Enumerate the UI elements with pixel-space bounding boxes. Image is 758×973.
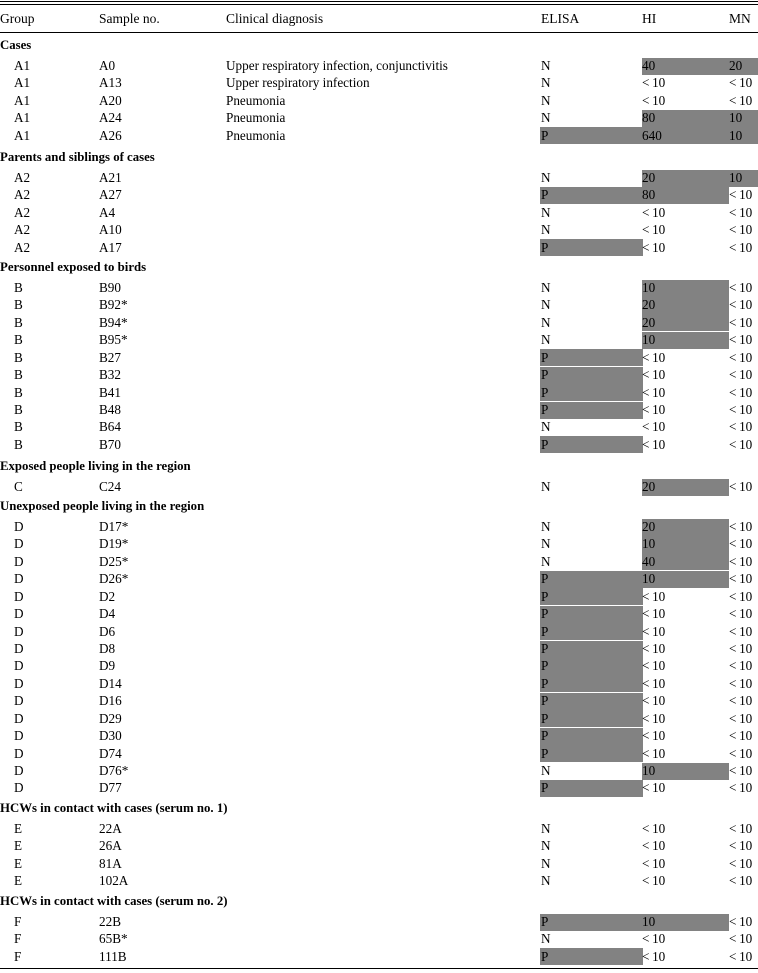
cell-sample: D4 (99, 606, 116, 622)
cell-sample: A17 (99, 239, 122, 255)
positive-highlight (540, 187, 643, 204)
header-hi: HI (642, 11, 657, 26)
cell-mn: < 10 (729, 728, 753, 744)
bottom-rule (0, 968, 758, 969)
cell-elisa: P (541, 914, 549, 929)
cell-group: B (14, 436, 23, 452)
cell-mn: < 10 (729, 349, 753, 365)
cell-sample: A13 (99, 75, 122, 91)
cell-elisa: N (541, 519, 551, 534)
cell-mn: < 10 (729, 693, 753, 709)
cell-elisa: P (541, 948, 549, 964)
cell-hi: 10 (642, 332, 656, 348)
cell-group: A1 (14, 75, 31, 91)
positive-highlight (540, 623, 643, 640)
cell-sample: D30 (99, 728, 122, 744)
cell-elisa: N (541, 204, 551, 220)
cell-sample: D76* (99, 763, 129, 779)
cell-hi: 20 (642, 519, 656, 534)
cell-group: A2 (14, 204, 31, 220)
cell-hi: < 10 (642, 92, 666, 108)
cell-diagnosis: Pneumonia (226, 110, 286, 126)
cell-hi: 10 (642, 280, 656, 295)
cell-mn: < 10 (729, 239, 753, 255)
cell-mn: < 10 (729, 821, 753, 836)
cell-hi: < 10 (642, 239, 666, 255)
cell-group: B (14, 419, 23, 435)
cell-sample: 102A (99, 873, 129, 889)
cell-elisa: N (541, 170, 551, 185)
cell-elisa: P (541, 367, 549, 383)
cell-mn: < 10 (729, 519, 753, 534)
cell-mn: < 10 (729, 436, 753, 452)
cell-hi: < 10 (642, 873, 666, 889)
positive-highlight (540, 127, 643, 144)
cell-sample: A27 (99, 187, 122, 203)
cell-sample: D16 (99, 693, 122, 709)
cell-hi: 20 (642, 479, 656, 494)
cell-sample: B95* (99, 332, 128, 348)
cell-sample: D26* (99, 571, 129, 587)
cell-group: A2 (14, 222, 31, 238)
cell-group: D (14, 536, 24, 552)
cell-elisa: N (541, 931, 551, 947)
cell-sample: D29 (99, 710, 122, 726)
cell-group: A1 (14, 110, 31, 126)
cell-hi: 40 (642, 553, 656, 569)
cell-sample: A0 (99, 58, 116, 73)
cell-sample: A21 (99, 170, 122, 185)
cell-hi: 10 (642, 571, 656, 587)
cell-hi: < 10 (642, 838, 666, 854)
cell-sample: B27 (99, 349, 121, 365)
cell-mn: < 10 (729, 297, 753, 313)
cell-elisa: N (541, 873, 551, 889)
cell-mn: < 10 (729, 402, 753, 417)
positive-highlight (540, 571, 643, 588)
cell-mn: < 10 (729, 914, 753, 929)
positive-highlight (540, 402, 643, 419)
cell-hi: < 10 (642, 948, 666, 964)
cell-elisa: P (541, 623, 549, 639)
cell-hi: < 10 (642, 821, 666, 836)
cell-hi: 640 (642, 127, 662, 143)
section-title: Personnel exposed to birds (0, 260, 147, 274)
cell-hi: 20 (642, 314, 656, 330)
positive-highlight (540, 384, 643, 401)
cell-group: A2 (14, 187, 31, 203)
header-mn: MN (729, 11, 751, 26)
cell-group: D (14, 780, 24, 796)
cell-elisa: N (541, 280, 551, 295)
cell-group: D (14, 588, 24, 604)
cell-hi: < 10 (642, 436, 666, 452)
cell-mn: < 10 (729, 873, 753, 889)
cell-hi: < 10 (642, 419, 666, 435)
cell-group: D (14, 710, 24, 726)
cell-sample: B94* (99, 314, 128, 330)
cell-sample: D6 (99, 623, 116, 639)
cell-hi: 20 (642, 170, 656, 185)
positive-highlight (540, 641, 643, 658)
cell-mn: < 10 (729, 838, 753, 854)
cell-sample: D9 (99, 658, 116, 674)
cell-mn: 10 (729, 170, 743, 185)
cell-elisa: P (541, 349, 549, 365)
cell-mn: < 10 (729, 745, 753, 761)
cell-elisa: N (541, 332, 551, 348)
positive-highlight (540, 239, 643, 256)
cell-sample: D14 (99, 675, 122, 691)
cell-sample: A26 (99, 127, 122, 143)
cell-group: E (14, 821, 23, 836)
cell-hi: < 10 (642, 75, 666, 91)
cell-elisa: P (541, 675, 549, 691)
cell-diagnosis: Pneumonia (226, 92, 286, 108)
cell-mn: < 10 (729, 479, 753, 494)
positive-highlight (540, 693, 643, 710)
positive-highlight (540, 658, 643, 675)
cell-group: D (14, 763, 24, 779)
section-title: HCWs in contact with cases (serum no. 2) (0, 894, 228, 908)
cell-mn: < 10 (729, 314, 753, 330)
cell-hi: < 10 (642, 402, 666, 417)
cell-group: D (14, 675, 24, 691)
cell-elisa: N (541, 536, 551, 552)
cell-elisa: N (541, 314, 551, 330)
cell-elisa: N (541, 222, 551, 238)
cell-elisa: N (541, 821, 551, 836)
cell-sample: B41 (99, 384, 121, 400)
cell-group: D (14, 623, 24, 639)
cell-hi: < 10 (642, 728, 666, 744)
cell-elisa: N (541, 838, 551, 854)
cell-group: E (14, 838, 23, 854)
cell-hi: < 10 (642, 222, 666, 238)
cell-diagnosis: Upper respiratory infection, conjunctivitis (226, 58, 448, 73)
cell-mn: < 10 (729, 855, 753, 871)
cell-sample: A10 (99, 222, 122, 238)
cell-hi: < 10 (642, 588, 666, 604)
positive-highlight (540, 606, 643, 623)
cell-mn: < 10 (729, 710, 753, 726)
cell-group: B (14, 367, 23, 383)
cell-hi: < 10 (642, 623, 666, 639)
cell-hi: 80 (642, 110, 656, 126)
cell-elisa: N (541, 553, 551, 569)
cell-group: E (14, 855, 23, 871)
cell-elisa: P (541, 571, 549, 587)
cell-group: D (14, 553, 24, 569)
cell-group: B (14, 332, 23, 348)
cell-group: A2 (14, 239, 31, 255)
cell-elisa: N (541, 855, 551, 871)
cell-group: B (14, 297, 23, 313)
cell-elisa: P (541, 402, 549, 417)
cell-mn: < 10 (729, 419, 753, 435)
cell-mn: 10 (729, 110, 743, 126)
cell-group: B (14, 280, 23, 295)
cell-mn: 20 (729, 58, 743, 73)
cell-sample: D2 (99, 588, 116, 604)
cell-mn: < 10 (729, 204, 753, 220)
cell-group: D (14, 641, 24, 656)
cell-elisa: P (541, 127, 549, 143)
cell-hi: < 10 (642, 710, 666, 726)
cell-mn: < 10 (729, 675, 753, 691)
cell-mn: 10 (729, 127, 743, 143)
positive-highlight (540, 349, 643, 366)
cell-elisa: N (541, 75, 551, 91)
cell-hi: < 10 (642, 855, 666, 871)
positive-highlight (540, 948, 643, 965)
cell-elisa: P (541, 780, 549, 796)
cell-hi: 40 (642, 58, 656, 73)
cell-hi: < 10 (642, 658, 666, 674)
cell-group: D (14, 728, 24, 744)
cell-mn: < 10 (729, 384, 753, 400)
positive-highlight (540, 367, 643, 384)
cell-sample: D17* (99, 519, 129, 534)
cell-mn: < 10 (729, 553, 753, 569)
cell-elisa: N (541, 297, 551, 313)
cell-sample: 65B* (99, 931, 128, 947)
cell-elisa: P (541, 384, 549, 400)
cell-sample: 22B (99, 914, 121, 929)
cell-elisa: P (541, 606, 549, 622)
cell-sample: B64 (99, 419, 121, 435)
cell-group: B (14, 349, 23, 365)
cell-group: F (14, 931, 22, 947)
cell-elisa: P (541, 588, 549, 604)
cell-mn: < 10 (729, 187, 753, 203)
cell-elisa: P (541, 658, 549, 674)
cell-sample: 26A (99, 838, 122, 854)
cell-mn: < 10 (729, 280, 753, 295)
section-title: Unexposed people living in the region (0, 499, 205, 513)
cell-mn: < 10 (729, 931, 753, 947)
positive-highlight (540, 436, 643, 453)
header-sample: Sample no. (99, 11, 160, 26)
cell-sample: 81A (99, 855, 122, 871)
section-title: Exposed people living in the region (0, 459, 191, 473)
cell-group: D (14, 658, 24, 674)
cell-mn: < 10 (729, 75, 753, 91)
cell-sample: D77 (99, 780, 122, 796)
cell-elisa: N (541, 110, 551, 126)
cell-elisa: P (541, 693, 549, 709)
cell-hi: < 10 (642, 384, 666, 400)
cell-sample: B90 (99, 280, 121, 295)
cell-sample: A24 (99, 110, 122, 126)
cell-group: B (14, 314, 23, 330)
cell-elisa: N (541, 763, 551, 779)
positive-highlight (540, 588, 643, 605)
positive-highlight (540, 710, 643, 727)
cell-mn: < 10 (729, 367, 753, 383)
cell-hi: < 10 (642, 745, 666, 761)
cell-group: B (14, 384, 23, 400)
cell-sample: D19* (99, 536, 129, 552)
positive-highlight (540, 675, 643, 692)
header-elisa: ELISA (541, 11, 580, 26)
cell-diagnosis: Pneumonia (226, 127, 286, 143)
cell-elisa: N (541, 58, 551, 73)
cell-mn: < 10 (729, 332, 753, 348)
cell-sample: B70 (99, 436, 121, 452)
cell-sample: B92* (99, 297, 128, 313)
cell-group: F (14, 914, 22, 929)
cell-mn: < 10 (729, 641, 753, 656)
cell-group: A1 (14, 127, 31, 143)
cell-mn: < 10 (729, 222, 753, 238)
cell-sample: D25* (99, 553, 129, 569)
top-rule-inner (0, 4, 758, 5)
cell-mn: < 10 (729, 780, 753, 796)
cell-group: D (14, 571, 24, 587)
cell-elisa: P (541, 710, 549, 726)
cell-sample: A4 (99, 204, 116, 220)
cell-hi: < 10 (642, 780, 666, 796)
cell-group: D (14, 606, 24, 622)
cell-mn: < 10 (729, 571, 753, 587)
cell-group: B (14, 402, 23, 417)
cell-sample: B48 (99, 402, 121, 417)
cell-group: D (14, 693, 24, 709)
cell-elisa: P (541, 728, 549, 744)
cell-sample: 22A (99, 821, 122, 836)
cell-mn: < 10 (729, 536, 753, 552)
cell-sample: 111B (99, 948, 127, 964)
cell-elisa: P (541, 239, 549, 255)
section-title: Parents and siblings of cases (0, 150, 155, 164)
cell-hi: < 10 (642, 606, 666, 622)
positive-highlight (540, 914, 643, 931)
cell-elisa: P (541, 641, 549, 656)
cell-sample: D8 (99, 641, 116, 656)
cell-group: E (14, 873, 23, 889)
positive-highlight (540, 780, 643, 797)
cell-hi: < 10 (642, 367, 666, 383)
section-title: HCWs in contact with cases (serum no. 1) (0, 801, 228, 815)
cell-sample: C24 (99, 479, 121, 494)
cell-mn: < 10 (729, 623, 753, 639)
cell-sample: B32 (99, 367, 121, 383)
cell-group: C (14, 479, 23, 494)
cell-hi: 80 (642, 187, 656, 203)
header-group: Group (0, 11, 35, 26)
cell-hi: < 10 (642, 693, 666, 709)
cell-hi: 20 (642, 297, 656, 313)
cell-sample: A20 (99, 92, 122, 108)
cell-hi: < 10 (642, 641, 666, 656)
header-diagnosis: Clinical diagnosis (226, 11, 324, 26)
cell-elisa: N (541, 419, 551, 435)
positive-highlight (540, 728, 643, 745)
cell-hi: < 10 (642, 204, 666, 220)
cell-hi: 10 (642, 914, 656, 929)
top-rule (0, 1, 758, 2)
cell-group: D (14, 745, 24, 761)
cell-group: D (14, 519, 24, 534)
section-title: Cases (0, 38, 32, 52)
cell-mn: < 10 (729, 948, 753, 964)
cell-group: A2 (14, 170, 31, 185)
cell-group: A1 (14, 58, 31, 73)
cell-hi: 10 (642, 763, 656, 779)
cell-elisa: P (541, 436, 549, 452)
cell-diagnosis: Upper respiratory infection (226, 75, 370, 91)
cell-mn: < 10 (729, 92, 753, 108)
cell-group: F (14, 948, 22, 964)
cell-hi: < 10 (642, 675, 666, 691)
cell-mn: < 10 (729, 588, 753, 604)
cell-group: A1 (14, 92, 31, 108)
header-rule (0, 32, 758, 33)
cell-hi: < 10 (642, 349, 666, 365)
cell-mn: < 10 (729, 763, 753, 779)
cell-sample: D74 (99, 745, 122, 761)
cell-elisa: P (541, 187, 549, 203)
cell-hi: 10 (642, 536, 656, 552)
cell-mn: < 10 (729, 606, 753, 622)
cell-hi: < 10 (642, 931, 666, 947)
cell-elisa: N (541, 92, 551, 108)
positive-highlight (540, 745, 643, 762)
cell-elisa: P (541, 745, 549, 761)
cell-elisa: N (541, 479, 551, 494)
cell-mn: < 10 (729, 658, 753, 674)
